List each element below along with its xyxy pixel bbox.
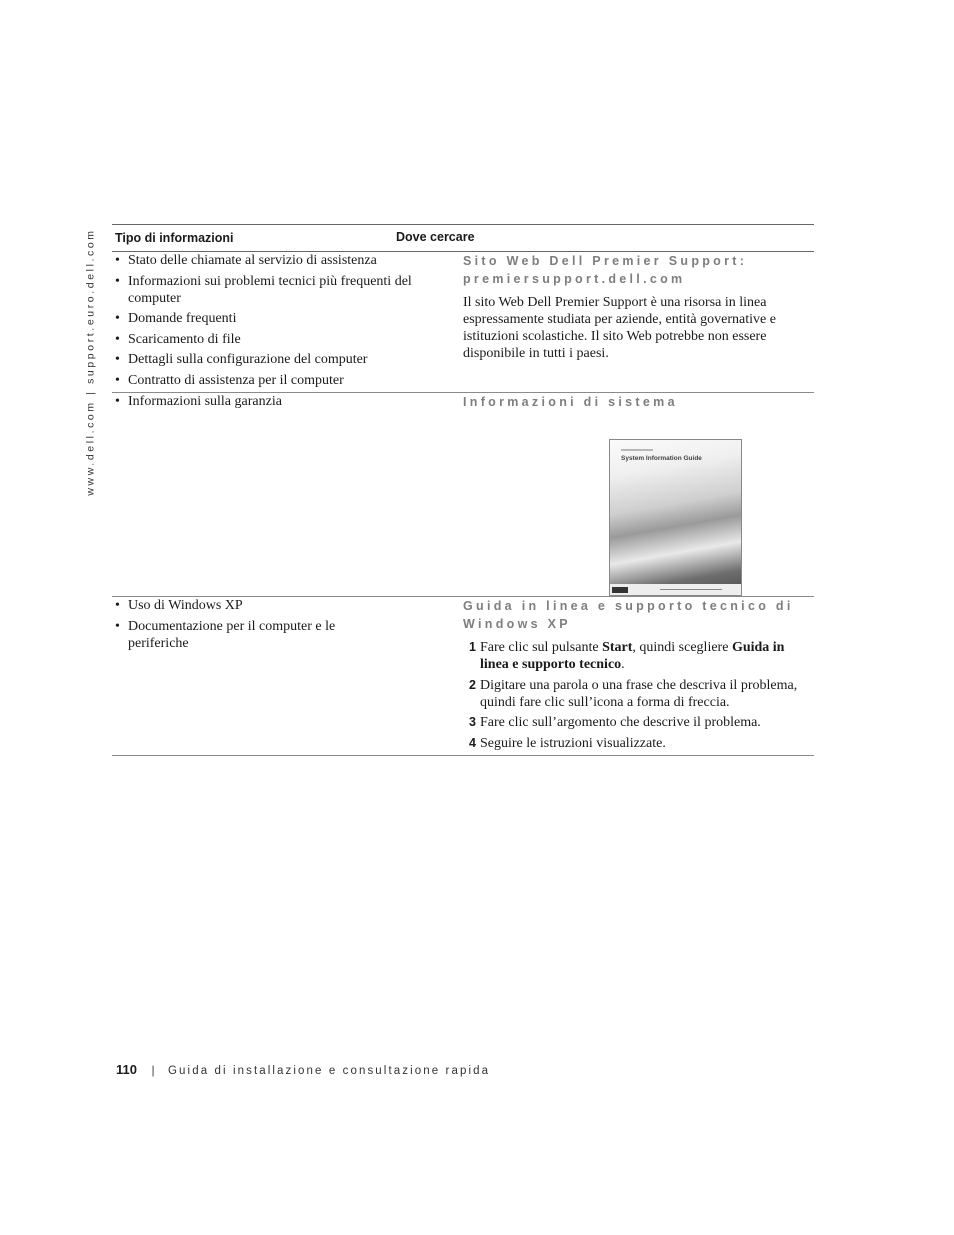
step-number: 3 — [469, 715, 476, 729]
row2-left — [112, 393, 463, 597]
page-number: 110 — [116, 1062, 137, 1077]
step-text: Seguire le istruzioni visualizzate. — [480, 735, 666, 751]
bullet-list — [112, 597, 463, 652]
list-item: • Contratto di assistenza per il computer — [112, 372, 463, 389]
cover-subtitle-line — [621, 449, 653, 451]
dell-logo-icon — [612, 587, 628, 593]
header-where: Dove cercare — [396, 230, 475, 244]
footer-title: Guida di installazione e consultazione rapida — [168, 1065, 491, 1077]
step-text-part: , quindi scegliere — [632, 640, 732, 655]
system-information-guide-image — [609, 439, 742, 596]
step-number: 2 — [469, 677, 476, 692]
step-text-part: . — [621, 657, 625, 672]
step-item — [469, 714, 814, 731]
list-item: • Informazioni sulla garanzia — [112, 393, 463, 410]
cover-footer-line — [660, 589, 722, 590]
start-label: Start — [602, 640, 633, 655]
side-url-text: www.dell.com | support.euro.dell.com — [85, 228, 98, 496]
step-text — [480, 639, 814, 673]
row1-left — [112, 252, 463, 393]
windows-help-heading: Guida in linea e supporto tecnico di Windows XP — [463, 599, 794, 631]
list-item: • Dettagli sulla configurazione del computer — [112, 351, 463, 368]
steps-list — [463, 639, 814, 752]
row2-right — [463, 393, 814, 597]
help-support-label: Guida in linea e supporto tecnico — [480, 640, 785, 672]
table-row — [112, 597, 814, 756]
row3-left — [112, 597, 463, 756]
system-info-heading: Informazioni di sistema — [463, 395, 678, 409]
cover-title: System Information Guide — [621, 455, 702, 462]
list-item: • Stato delle chiamate al servizio di assistenza — [112, 252, 463, 269]
list-item: • Domande frequenti — [112, 310, 463, 327]
step-item — [469, 639, 814, 673]
table-row — [112, 252, 814, 393]
row3-right — [463, 597, 814, 756]
info-table — [112, 224, 814, 756]
premier-support-text: Il sito Web Dell Premier Support è una risorsa in linea espressamente studiata per aziende, entità governative e istituzioni scolastiche. Il sito Web potrebbe non essere disponibile in tutti i paesi. — [463, 295, 776, 361]
step-text: Fare clic sull’argomento che descrive il problema. — [480, 715, 761, 730]
row1-right — [463, 252, 814, 393]
list-item: • Documentazione per il computer e le periferiche — [112, 618, 338, 652]
heading-line: Sito Web Dell Premier Support: — [463, 254, 748, 268]
heading-line: premiersupport.dell.com — [463, 272, 686, 286]
bullet-list — [112, 393, 463, 410]
step-item — [469, 677, 814, 711]
premier-support-heading — [463, 252, 814, 288]
step-text-part: Fare clic sul pulsante — [480, 640, 603, 655]
bullet-list — [112, 252, 463, 389]
table-row — [112, 393, 814, 597]
list-item: • Uso di Windows XP — [112, 597, 463, 614]
page-footer — [116, 1061, 490, 1079]
step-number: 1 — [469, 640, 476, 654]
step-item — [469, 735, 814, 752]
footer-separator: | — [151, 1063, 155, 1077]
header-type: Tipo di informazioni — [115, 231, 234, 245]
step-number: 4 — [469, 735, 476, 750]
side-url — [83, 226, 99, 498]
list-item: • Informazioni sui problemi tecnici più frequenti del computer — [112, 273, 463, 307]
list-item: • Scaricamento di file — [112, 331, 463, 348]
step-text: Digitare una parola o una frase che descriva il problema, quindi fare clic sull’icona a forma di freccia. — [480, 677, 798, 710]
